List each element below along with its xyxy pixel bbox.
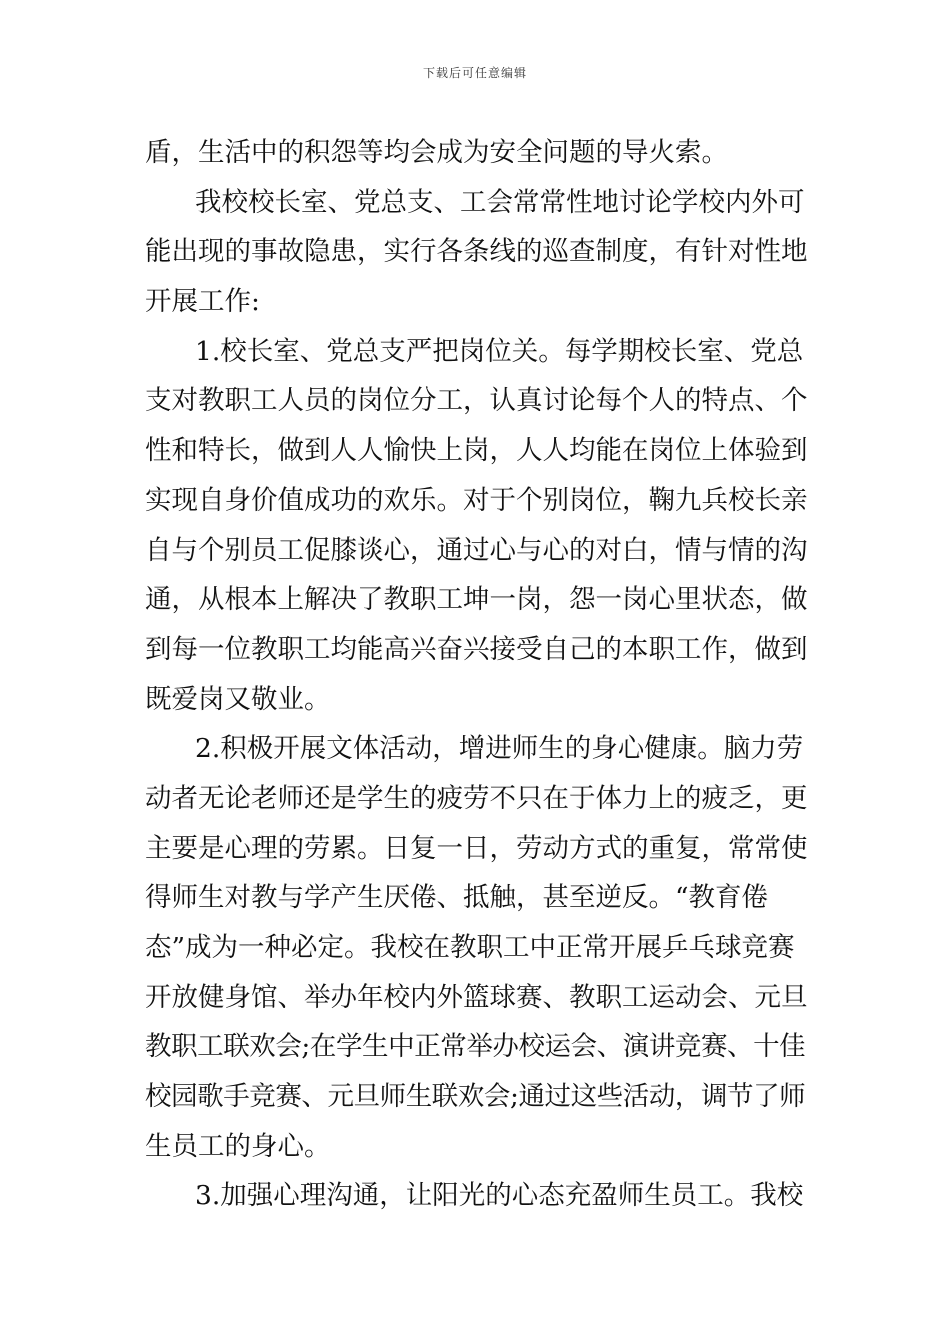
text-line: 开放健身馆、举办年校内外篮球赛、教职工运动会、元旦	[145, 981, 808, 1013]
header-note: 下载后可任意编辑	[422, 66, 527, 80]
text-line: 1.校长室、党总支严把岗位关。每学期校长室、党总	[195, 335, 804, 367]
text-line: 主要是心理的劳累。日复一日，劳动方式的重复，常常使	[145, 832, 808, 864]
text-line: 开展工作:	[145, 286, 260, 318]
text-line: 生员工的身心。	[145, 1130, 331, 1162]
text-line: 能出现的事故隐患，实行各条线的巡查制度，有针对性地	[145, 236, 808, 268]
text-line: 我校校长室、党总支、工会常常性地讨论学校内外可	[195, 186, 805, 218]
text-line: 到每一位教职工均能高兴奋兴接受自己的本职工作，做到	[145, 633, 808, 665]
text-line: 得师生对教与学产生厌倦、抵触，甚至逆反。“教育倦	[145, 882, 769, 914]
text-line: 性和特长，做到人人愉快上岗，人人均能在岗位上体验到	[145, 435, 808, 467]
text-line: 支对教职工人员的岗位分工，认真讨论每个人的特点、个	[145, 385, 808, 417]
text-line: 3.加强心理沟通，让阳光的心态充盈师生员工。我校	[195, 1180, 804, 1212]
text-line: 自与个别员工促膝谈心，通过心与心的对白，情与情的沟	[145, 534, 808, 566]
text-line: 校园歌手竞赛、元旦师生联欢会;通过这些活动，调节了师	[145, 1081, 806, 1113]
text-line: 动者无论老师还是学生的疲劳不只在于体力上的疲乏，更	[145, 782, 808, 814]
body-text	[145, 128, 810, 1221]
text-line: 通，从根本上解决了教职工坤一岗，怨一岗心里状态，做	[145, 584, 808, 616]
text-line: 2.积极开展文体活动，增进师生的身心健康。脑力劳	[195, 733, 804, 765]
text-line: 态”成为一种必定。我校在教职工中正常开展乒乓球竞赛	[145, 932, 795, 963]
text-line: 既爱岗又敬业。	[145, 683, 331, 715]
text-line: 教职工联欢会;在学生中正常举办校运会、演讲竞赛、十佳	[145, 1031, 806, 1063]
text-line: 实现自身价值成功的欢乐。对于个别岗位，鞠九兵校长亲	[145, 484, 808, 516]
text-line: 盾，生活中的积怨等均会成为安全问题的导火索。	[145, 137, 728, 168]
